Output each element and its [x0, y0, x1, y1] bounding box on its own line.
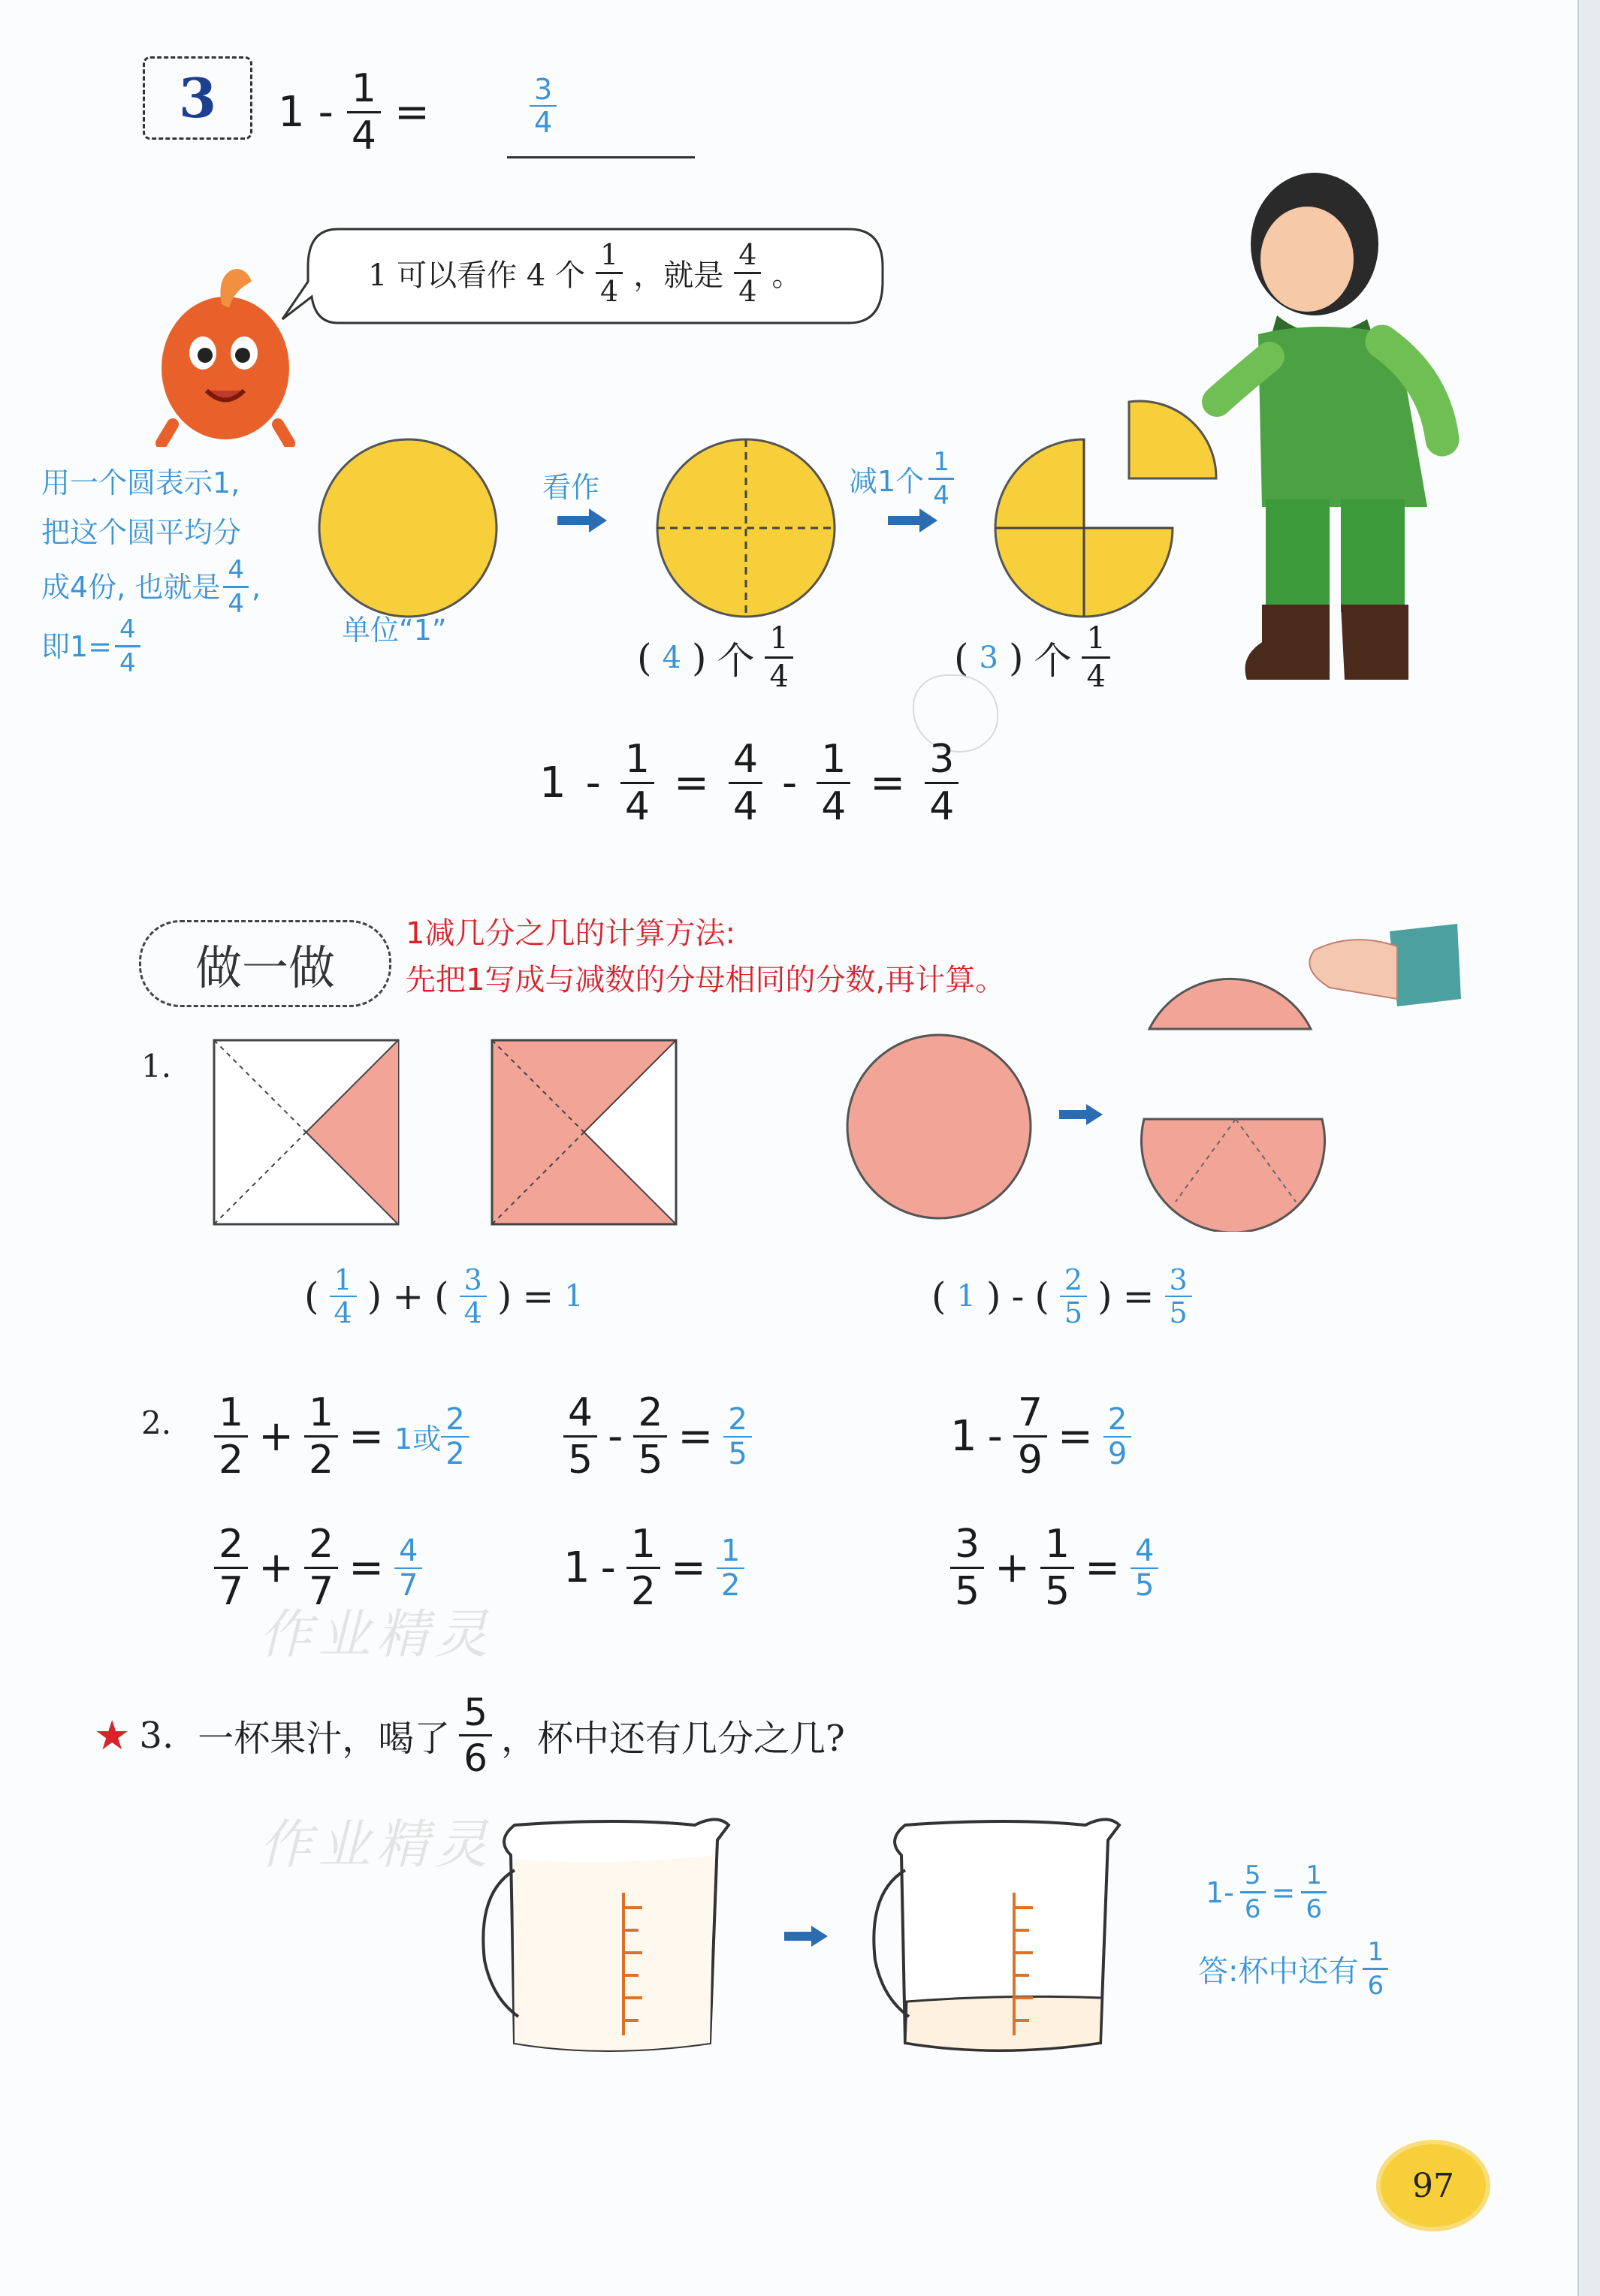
fraction: $\frac{1}{4}$: [620, 740, 654, 826]
operand: 1: [563, 1543, 590, 1592]
answer-fraction: $\frac{4}{5}$: [1131, 1536, 1158, 1601]
arrow-right-icon: [1058, 1103, 1104, 1127]
answer-fraction: $\frac{1}{4}$: [330, 1266, 357, 1327]
main-equation: 1 - $\frac{1}{4}$ = $\frac{4}{4}$ - $\frac{1}{4}$ = $\frac{3}{4}$: [539, 740, 958, 826]
fraction: $\frac{1}{5}$: [1040, 1525, 1074, 1611]
q2-exercise: [214, 1390, 469, 1483]
star-icon: ★: [94, 1712, 131, 1759]
page-number: 97: [1381, 2144, 1486, 2227]
operand: +: [995, 1543, 1031, 1592]
q2-exercise: [950, 1522, 1158, 1614]
equals-sign: =: [1057, 1412, 1093, 1461]
equals-sign: =: [670, 1543, 706, 1592]
fraction: $\frac{1}{2}$: [214, 1393, 248, 1480]
operand: +: [258, 1412, 294, 1461]
operand: -: [987, 1412, 1003, 1461]
fraction: $\frac{4}{4}$: [734, 240, 761, 306]
method-tip: 1减几分之几的计算方法: 先把1写成与减数的分母相同的分数,再计算。: [406, 916, 1006, 997]
fraction: $\frac{4}{4}$: [729, 740, 762, 826]
answer-fraction: $\frac{2}{5}$: [723, 1404, 751, 1469]
answer[interactable]: [723, 1401, 751, 1471]
q2-exercise: [950, 1390, 1131, 1483]
equals-sign: =: [1085, 1543, 1121, 1592]
girl-illustration: [1187, 154, 1495, 695]
operand: +: [258, 1543, 294, 1592]
question-2-label: 2.: [141, 1404, 172, 1441]
answer-fraction: $\frac{2}{2}$: [441, 1404, 469, 1469]
square-three-quarters-shaded: [488, 1036, 680, 1228]
fraction: $\frac{1}{4}$: [596, 240, 623, 306]
example-number: 3: [178, 66, 217, 130]
answer[interactable]: [717, 1533, 744, 1603]
operand: -: [608, 1412, 623, 1461]
answer-fraction: $\frac{3}{4}$: [530, 75, 557, 137]
watermark-text: 作业精灵: [259, 1604, 494, 1665]
fraction: $\frac{2}{7}$: [214, 1525, 248, 1611]
hand-illustration: [1269, 916, 1465, 1029]
arrow-right-icon: [886, 507, 939, 534]
fraction: $\frac{1}{4}$: [928, 449, 954, 508]
equals-sign: =: [349, 1412, 385, 1461]
answer[interactable]: [1103, 1401, 1131, 1471]
question-3-header: ★ 3. 一杯果汁，喝了 $\frac{5}{6}$ ，杯中还有几分之几?: [94, 1691, 845, 1780]
fraction: $\frac{2}{7}$: [304, 1525, 338, 1611]
answer-fraction: $\frac{1}{2}$: [717, 1536, 744, 1601]
answer[interactable]: [1131, 1533, 1158, 1603]
fraction: $\frac{4}{4}$: [115, 617, 140, 676]
fraction: $\frac{1}{4}$: [765, 623, 792, 692]
fraction: $\frac{4}{4}$: [223, 557, 249, 617]
pink-circle-whole: [841, 1029, 1037, 1224]
answer[interactable]: [394, 1533, 422, 1603]
nearly-empty-cup: [860, 1810, 1131, 2065]
q1-left-equation: ( $\frac{1}{4}$ ) + ( $\frac{3}{4}$ ) = 1: [304, 1263, 584, 1329]
whole-circle: [314, 434, 502, 622]
example-equation: 1 - $\frac{1}{4}$ =: [278, 66, 430, 158]
quartered-circle: [652, 434, 840, 622]
count-quarters: ( 4 ) 个 $\frac{1}{4}$: [637, 623, 793, 692]
unit-label: 单位“1”: [342, 614, 447, 647]
fraction: $\frac{1}{2}$: [304, 1393, 338, 1480]
q2-exercise: [563, 1390, 752, 1483]
fraction: $\frac{1}{6}$: [1301, 1863, 1327, 1922]
fraction: $\frac{2}{5}$: [633, 1393, 667, 1480]
q3-calculation: 1- $\frac{5}{6}$ = $\frac{1}{6}$: [1206, 1863, 1327, 1922]
page-edge: [1577, 0, 1600, 2296]
operand: 1: [950, 1412, 977, 1461]
equals-sign: =: [678, 1412, 714, 1461]
speech-bubble-text: 1 可以看作 4 个 $\frac{1}{4}$ ，就是 $\frac{4}{4}$ 。: [368, 238, 802, 308]
fraction: $\frac{4}{5}$: [563, 1393, 597, 1480]
answer-fraction: $\frac{4}{7}$: [394, 1536, 422, 1601]
answer-fraction: $\frac{2}{5}$: [1060, 1266, 1087, 1327]
fraction: $\frac{1}{4}$: [817, 740, 850, 826]
arrow1-label: 看作: [542, 471, 600, 504]
q2-exercise: [563, 1522, 744, 1614]
question-1-label: 1.: [141, 1048, 172, 1085]
full-juice-cup: [469, 1810, 740, 2065]
fraction: $\frac{7}{9}$: [1013, 1393, 1047, 1480]
answer-fraction: $\frac{3}{4}$: [460, 1266, 487, 1327]
square-quarter-shaded: [210, 1036, 402, 1228]
fraction: $\frac{5}{6}$: [1240, 1863, 1266, 1922]
q3-answer: 答:杯中还有 $\frac{1}{6}$: [1198, 1939, 1388, 1999]
example-badge: [143, 56, 252, 140]
fraction: $\frac{1}{4}$: [347, 69, 381, 155]
arrow2-label: 减1个 $\frac{1}{4}$: [849, 449, 954, 508]
operand: -: [600, 1543, 616, 1592]
fraction: $\frac{1}{6}$: [1363, 1939, 1388, 1999]
watermark-text: 作业精灵: [259, 1814, 494, 1875]
count-remaining: ( 3 ) 个 $\frac{1}{4}$: [954, 623, 1110, 692]
fraction: $\frac{3}{5}$: [950, 1525, 984, 1611]
section-title-zuoyizuo: 做一做: [139, 920, 391, 1007]
answer-blank[interactable]: [507, 75, 695, 158]
answer-fraction: $\frac{2}{9}$: [1103, 1404, 1131, 1469]
fraction: $\frac{5}{6}$: [459, 1694, 492, 1777]
fraction: $\frac{1}{4}$: [1082, 623, 1109, 692]
equals-sign: =: [349, 1543, 385, 1592]
arrow-right-icon: [783, 1924, 829, 1948]
circle-note: 用一个圆表示1, 把这个圆平均分 成4份, 也就是 $\frac{4}{4}$ , 即1= $\frac{4}{4}$: [41, 466, 261, 678]
arrow-right-icon: [556, 507, 608, 534]
answer[interactable]: 1或 $\frac{2}{2}$: [394, 1404, 469, 1469]
answer-fraction: $\frac{3}{5}$: [1165, 1266, 1192, 1327]
fraction: $\frac{1}{2}$: [626, 1525, 660, 1611]
q1-right-equation: ( 1 ) - ( $\frac{2}{5}$ ) = $\frac{3}{5}$: [931, 1266, 1192, 1327]
fraction: $\frac{3}{4}$: [925, 740, 958, 826]
